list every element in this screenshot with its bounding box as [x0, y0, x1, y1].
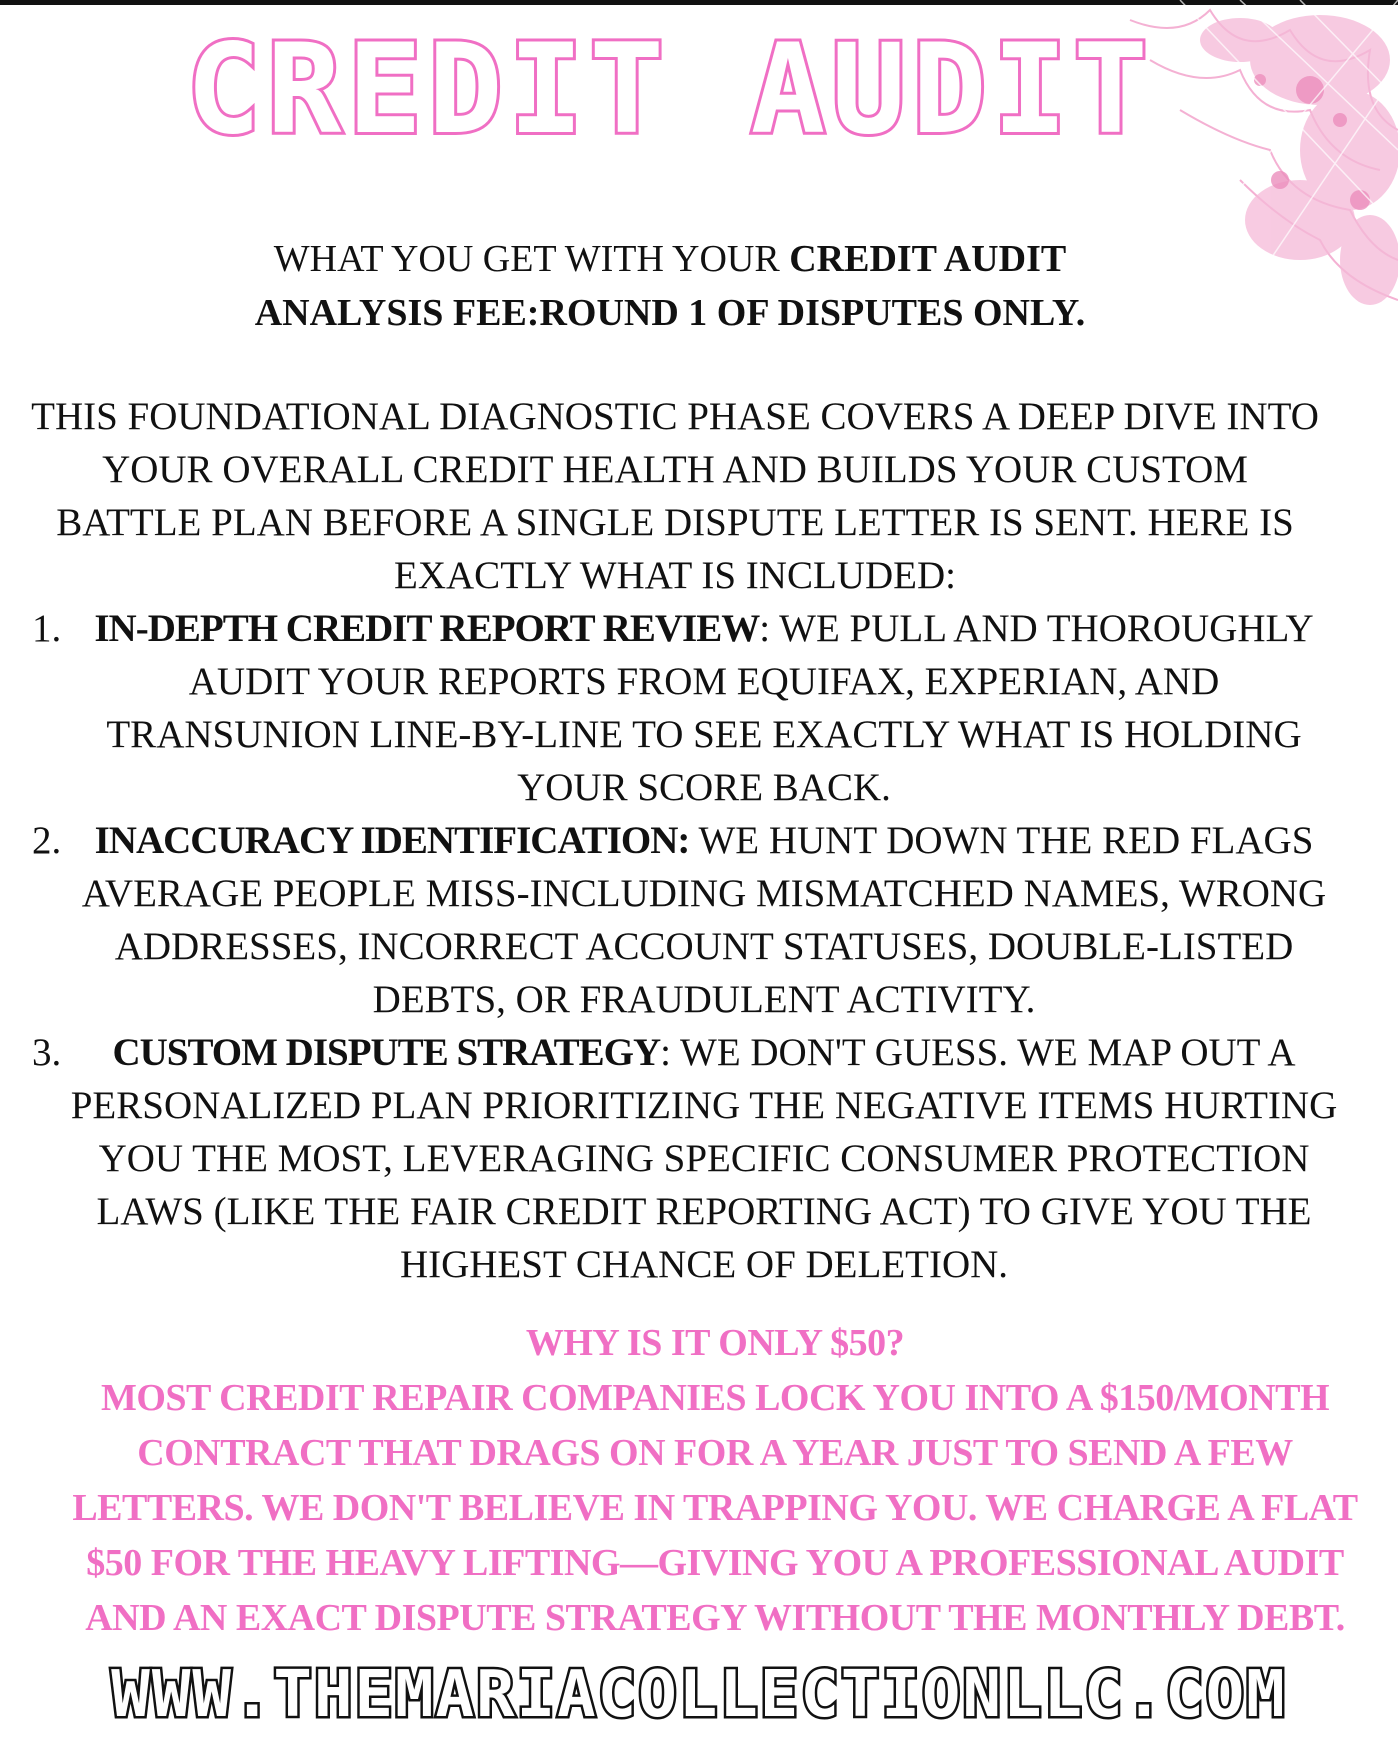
list-item-heading: IN-DEPTH CREDIT REPORT REVIEW: [94, 607, 760, 650]
page-title: CREDIT AUDIT: [186, 18, 1154, 162]
list-item-text: : WE PULL AND THOROUGHLY AUDIT YOUR REPORTS FROM EQUIFAX, EXPERIAN, AND TRANSUNION LINE-BY-LINE TO SEE EXACTLY WHAT IS HOLDING YOUR SCORE BACK.: [106, 607, 1314, 809]
website-url: WWW.THEMARIACOLLECTIONLLC.COM: [111, 1658, 1287, 1732]
list-item: [24, 602, 1344, 814]
pricing-question: WHY IS IT ONLY $50?: [525, 1322, 905, 1364]
list-item-number: 2.: [32, 819, 62, 862]
intro-bold-line-2: ANALYSIS FEE:ROUND 1 OF DISPUTES ONLY.: [254, 292, 1086, 334]
intro-prefix: WHAT YOU GET WITH YOUR: [273, 238, 790, 280]
pricing-section: [50, 1316, 1380, 1646]
list-item-number: 3.: [32, 1031, 62, 1074]
list-item-number: 1.: [32, 607, 62, 650]
included-items-list: [24, 602, 1344, 1291]
list-item: [24, 1026, 1344, 1291]
description-paragraph: THIS FOUNDATIONAL DIAGNOSTIC PHASE COVERS A DEEP DIVE INTO YOUR OVERALL CREDIT HEALTH AND BUILDS YOUR CUSTOM BATTLE PLAN BEFORE A SINGLE DISPUTE LETTER IS SENT. HERE IS EXACTLY WHAT IS INCLUDED:: [31, 395, 1319, 597]
intro-heading: [0, 232, 1340, 340]
intro-bold-line-1: CREDIT AUDIT: [789, 238, 1067, 280]
list-item-heading: INACCURACY IDENTIFICATION:: [94, 819, 690, 862]
list-item-text: : WE DON'T GUESS. WE MAP OUT A PERSONALIZED PLAN PRIORITIZING THE NEGATIVE ITEMS HURTING YOU THE MOST, LEVERAGING SPECIFIC CONSUMER PROTECTION LAWS (LIKE THE FAIR CREDIT REPORTING ACT) TO GIVE YOU THE HIGHEST CHANCE OF DELETION.: [70, 1031, 1338, 1286]
list-item: [24, 814, 1344, 1026]
pricing-answer: MOST CREDIT REPAIR COMPANIES LOCK YOU INTO A $150/MONTH CONTRACT THAT DRAGS ON FOR A YEAR JUST TO SEND A FEW LETTERS. WE DON'T BELIEVE IN TRAPPING YOU. WE CHARGE A FLAT $50 FOR THE HEAVY LIFTING—GIVING YOU A PROFESSIONAL AUDIT AND AN EXACT DISPUTE STRATEGY WITHOUT THE MONTHLY DEBT.: [72, 1377, 1358, 1639]
list-item-text: WE HUNT DOWN THE RED FLAGS AVERAGE PEOPLE MISS-INCLUDING MISMATCHED NAMES, WRONG ADDRESSES, INCORRECT ACCOUNT STATUSES, DOUBLE-LISTED DEBTS, OR FRAUDULENT ACTIVITY.: [81, 819, 1327, 1021]
list-item-heading: CUSTOM DISPUTE STRATEGY: [112, 1031, 661, 1074]
